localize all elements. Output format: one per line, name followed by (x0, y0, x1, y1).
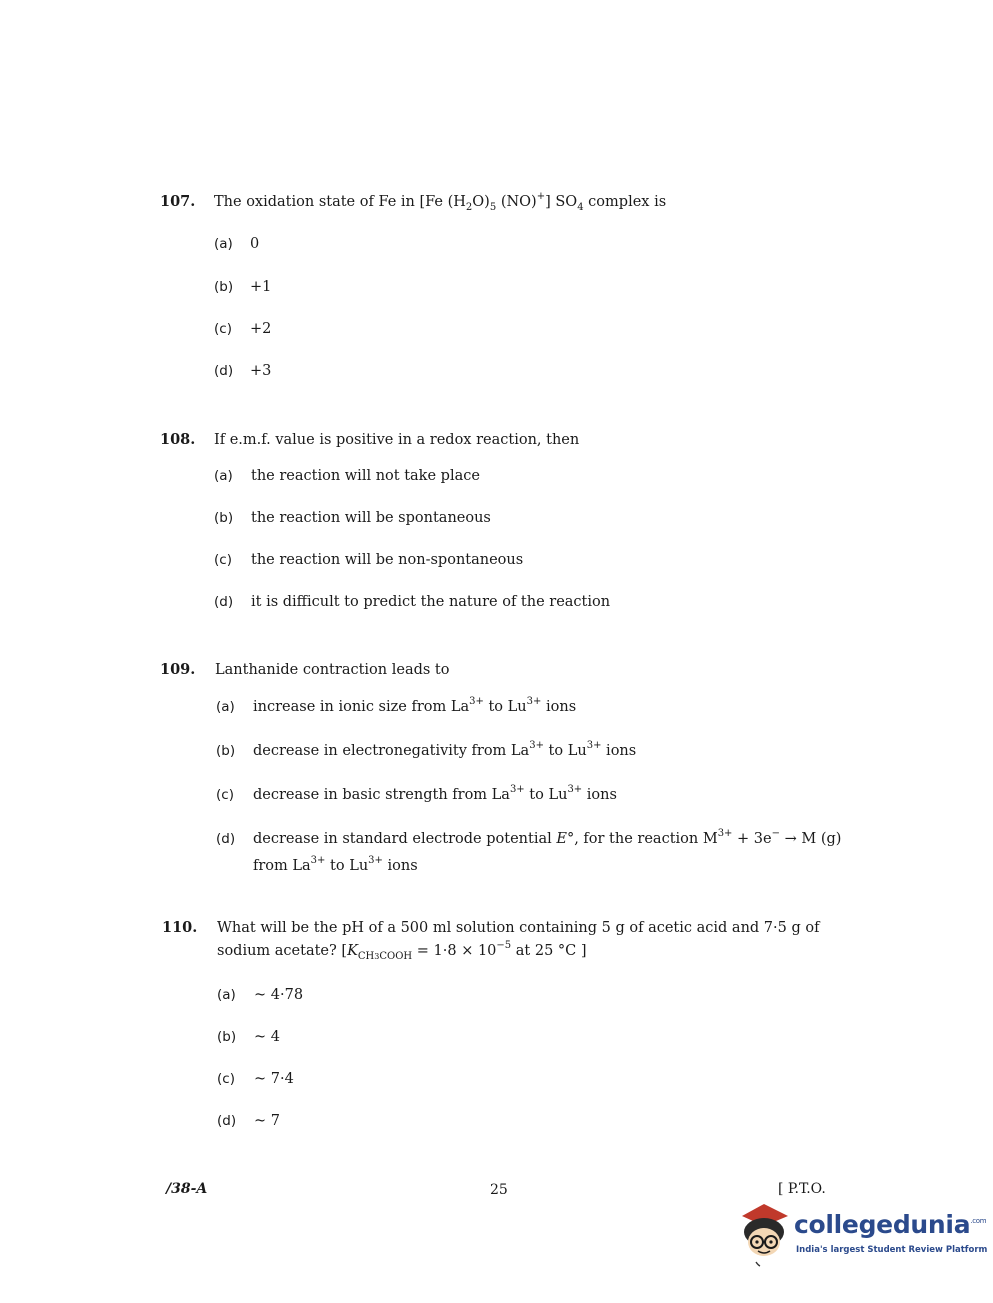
option: (b) the reaction will be spontaneous (214, 510, 491, 526)
option: (a) the reaction will not take place (214, 468, 480, 484)
option: (b) ~ 4 (217, 1029, 280, 1045)
question-stem-line1: What will be the pH of a 500 ml solution containing 5 g of acetic acid and 7·5 g of (217, 920, 820, 936)
question-stem: If e.m.f. value is positive in a redox reaction, then (214, 432, 580, 448)
option: (d) it is difficult to predict the nature of the reaction (214, 594, 611, 610)
question-number: 108. (160, 431, 196, 448)
option: (b) +1 (214, 279, 272, 295)
question-number: 109. (160, 661, 196, 678)
mascot-icon (734, 1198, 794, 1268)
option: (c) decrease in basic strength from $La^{3+}$ to $Lu^{3+}$ ions (216, 784, 617, 803)
question-number: 110. (162, 919, 198, 936)
option: (c) the reaction will be non-spontaneous (214, 552, 524, 568)
question-stem: Lanthanide contraction leads to (215, 662, 450, 678)
option: (d) +3 (214, 363, 272, 379)
pto-label: [ P.T.O. (778, 1181, 826, 1197)
brand-domain: .com (970, 1217, 987, 1225)
option-continuation: from $La^{3+}$ to $Lu^{3+}$ ions (253, 855, 418, 874)
question-stem: The oxidation state of Fe in [Fe $(H_2O)_5$ (NO)+] $SO_4$ complex is (214, 191, 667, 213)
question-stem-line2: sodium acetate? [$K_{CH3COOH} = 1\cdot 8 \times 10^{-5}$ at 25 °C ] (217, 940, 587, 962)
page-code: /38-A (166, 1181, 208, 1197)
option: (a) ~ 4·78 (217, 987, 304, 1003)
brand-name: collegedunia (794, 1210, 971, 1239)
brand-tagline: India's largest Student Review Platform (796, 1245, 988, 1255)
collegedunia-watermark (734, 1198, 988, 1270)
option: (a) 0 (214, 236, 260, 252)
option: (c) +2 (214, 321, 272, 337)
option: (d) ~ 7 (217, 1113, 280, 1129)
option: (a) increase in ionic size from $La^{3+}$ to $Lu^{3+}$ ions (216, 696, 577, 715)
page-number: 25 (490, 1182, 508, 1198)
option: (c) ~ 7·4 (217, 1071, 294, 1087)
option: (b) decrease in electronegativity from $La^{3+}$ to $Lu^{3+}$ ions (216, 740, 637, 759)
option: (d) decrease in standard electrode potential E°, for the reaction $M^{3+} + 3e^- \to M$ (g) (216, 828, 842, 847)
question-number: 107. (160, 193, 196, 210)
